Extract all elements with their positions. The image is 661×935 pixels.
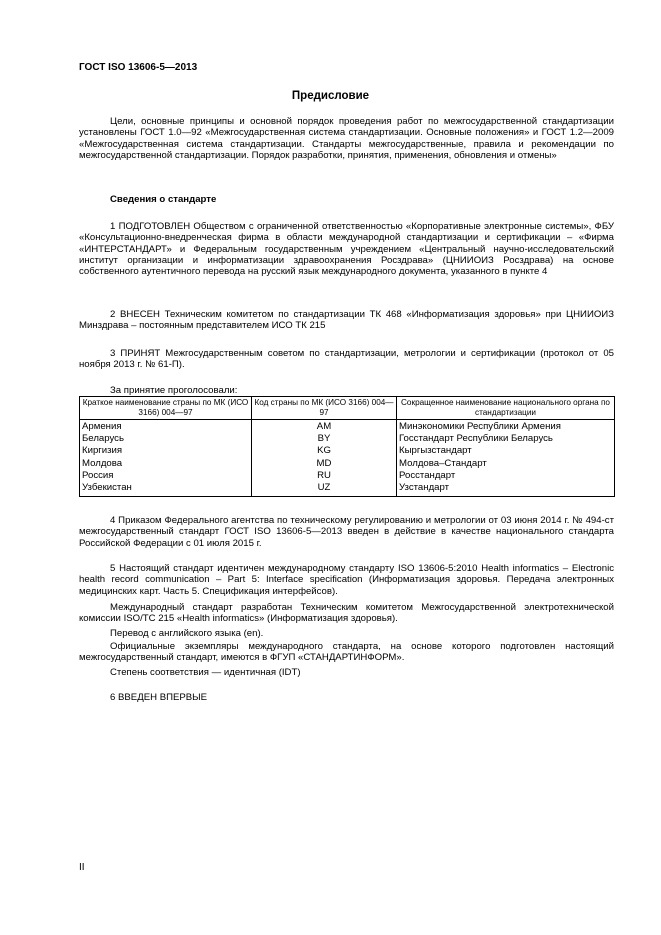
item-5-copies-paragraph: Официальные экземпляры международного стандарта, на основе которого подготовлен настоящий межгосударственный стандарт, имеются в ФГУП «СТАНДАРТИНФОРМ». xyxy=(79,641,614,664)
country-name: Беларусь xyxy=(80,433,252,445)
item-5-committee-paragraph: Международный стандарт разработан Техническим комитетом Межгосударственной электротехнической комиссии ISO/TC 215 «Health informatics» (Информатизация здоровья). xyxy=(79,602,614,625)
item-6-paragraph: 6 ВВЕДЕН ВПЕРВЫЕ xyxy=(110,692,208,703)
page-number: II xyxy=(79,862,85,873)
country-name: Киргизия xyxy=(80,445,252,457)
item-4-paragraph: 4 Приказом Федерального агентства по техническому регулированию и метрологии от 03 июня 2014 г. № 494-ст межгосударственный стандарт ГОСТ ISO 13606-5—2013 введен в действие в качестве национального стандарта Российской Федерации с 01 июля 2015 г. xyxy=(79,515,614,549)
country-name: Узбекистан xyxy=(80,482,252,497)
vote-caption: За принятие проголосовали: xyxy=(110,385,238,396)
country-name: Армения xyxy=(80,420,252,434)
country-code: RU xyxy=(252,470,397,482)
table-row xyxy=(80,445,615,457)
standards-body: Кыргызстандарт xyxy=(397,445,615,457)
item-5-translation-paragraph: Перевод с английского языка (en). xyxy=(110,628,264,639)
table-row xyxy=(80,482,615,497)
country-code: BY xyxy=(252,433,397,445)
item-2-paragraph: 2 ВНЕСЕН Техническим комитетом по стандартизации ТК 468 «Информатизация здоровья» при ЦНИИОИЗ Минздрава – постоянным представителем ИСО ТК 215 xyxy=(79,309,614,332)
country-code: UZ xyxy=(252,482,397,497)
standards-body: Госстандарт Республики Беларусь xyxy=(397,433,615,445)
section-title: Сведения о стандарте xyxy=(110,194,217,205)
table-row xyxy=(80,433,615,445)
standards-body: Молдова–Стандарт xyxy=(397,458,615,470)
table-row xyxy=(80,458,615,470)
table-row xyxy=(80,420,615,434)
item-5-paragraph: 5 Настоящий стандарт идентичен международному стандарту ISO 13606-5:2010 Health informatics – Electronic health record communication – Part 5: Interface specification (Информатизация здоровья. Передача электронных медицинских карт. Часть 5. Спецификация интерфейсов). xyxy=(79,563,614,597)
standards-body: Минэкономики Республики Армения xyxy=(397,420,615,434)
header-country-code: Код страны по МК (ИСО 3166) 004—97 xyxy=(252,397,397,420)
country-name: Молдова xyxy=(80,458,252,470)
intro-paragraph: Цели, основные принципы и основной порядок проведения работ по межгосударственной стандартизации установлены ГОСТ 1.0—92 «Межгосударственная система стандартизации. Основные положения» и ГОСТ 1.2—2009 «Межгосударственная система стандартизации. Стандарты межгосударственные, правила и рекомендации по межгосударственной стандартизации. Порядок разработки, принятия, применения, обновления и отмены» xyxy=(79,116,614,161)
country-code: AM xyxy=(252,420,397,434)
page-title: Предисловие xyxy=(291,90,370,102)
country-code: MD xyxy=(252,458,397,470)
standards-body: Узстандарт xyxy=(397,482,615,497)
table-row xyxy=(80,470,615,482)
header-country-name: Краткое наименование страны по МК (ИСО 3166) 004—97 xyxy=(80,397,252,420)
item-5-conformity-paragraph: Степень соответствия — идентичная (IDT) xyxy=(110,667,301,678)
header-standards-body: Сокращенное наименование национального органа по стандартизации xyxy=(397,397,615,420)
document-header: ГОСТ ISO 13606-5—2013 xyxy=(79,62,198,73)
country-code: KG xyxy=(252,445,397,457)
voting-table-header xyxy=(80,397,615,420)
item-3-paragraph: 3 ПРИНЯТ Межгосударственным советом по стандартизации, метрологии и сертификации (протокол от 05 ноября 2013 г. № 61-П). xyxy=(79,348,614,371)
standards-body: Росстандарт xyxy=(397,470,615,482)
voting-table xyxy=(79,396,615,497)
item-1-paragraph: 1 ПОДГОТОВЛЕН Обществом с ограниченной ответственностью «Корпоративные электронные системы», ФБУ «Консультационно-внедренческая фирма в области международной стандартизации и сертификации – «Фирма «ИНТЕРСТАНДАРТ» и Федеральным государственным учреждением «Центральный научно-исследовательский институт организации и информатизации здравоохранения Росздрава» (ЦНИИОИЗ Росздрава) на основе собственного аутентичного перевода на русский язык международного документа, указанного в пункте 4 xyxy=(79,221,614,278)
country-name: Россия xyxy=(80,470,252,482)
